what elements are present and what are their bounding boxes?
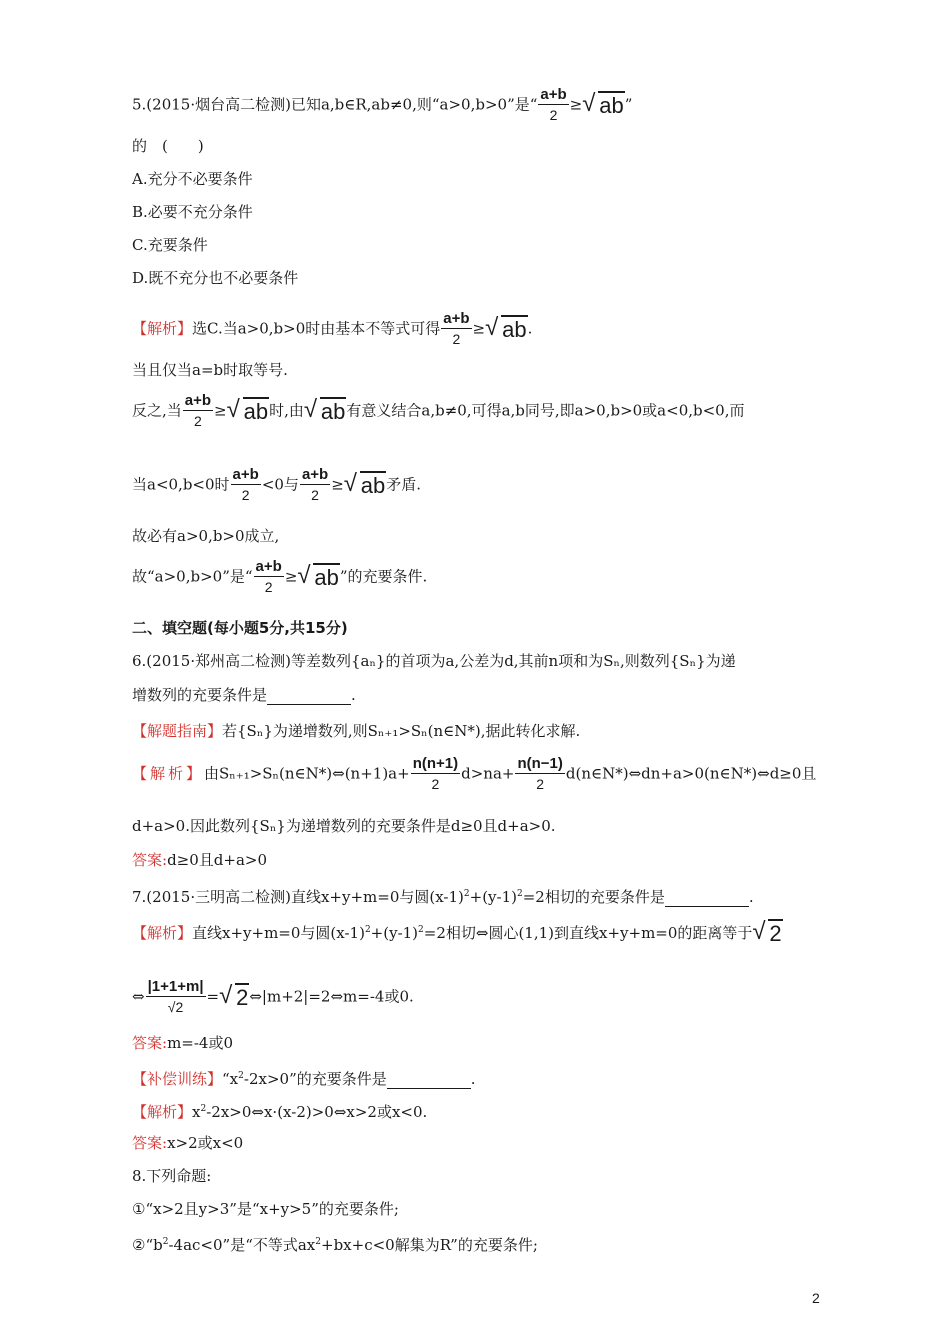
answer-blank xyxy=(387,1072,471,1089)
q6-stem-line1: 6.(2015·郑州高二检测)等差数列{aₙ}的首项为a,公差为d,其前n项和为Sₙ,则数列{Sₙ}为递 xyxy=(132,652,736,670)
answer-blank xyxy=(665,890,749,907)
fraction-a-plus-b-over-2: $\frac{a+b}{2}$ xyxy=(443,310,470,347)
sqrt-ab: √ ab xyxy=(303,395,346,424)
q7-analysis-line1: 【解析】直线x+y+m=0与圆$(x-1)^2+(y-1)^2=2$相切⇔圆心(1,1)到直线x+y+m=0的距离等于 √ 2 xyxy=(132,918,782,946)
analysis-tag: 【解析】 xyxy=(132,319,193,338)
q5-analysis-line1: 【解析】选C.当a>0,b>0时由基本不等式可得 $\frac{a+b}{2}$ ≥ √ ab. xyxy=(132,310,533,347)
answer-blank xyxy=(267,688,351,705)
q7-answer: 答案:m=-4或0 xyxy=(132,1034,234,1052)
supp-answer: 答案:x>2或x<0 xyxy=(132,1134,244,1152)
sqrt-ab: √ ab xyxy=(582,89,624,118)
fraction-a-plus-b-over-2: $\frac{a+b}{2}$ xyxy=(301,466,329,503)
sqrt-2: √ 2 xyxy=(752,918,782,946)
sqrt-ab: √ ab xyxy=(343,469,386,498)
fraction-a-plus-b-over-2: $\frac{a+b}{2}$ xyxy=(184,392,212,429)
q8-item1: ①“x>2且y>3”是“x+y>5”的充要条件; xyxy=(132,1200,399,1218)
sqrt-ab: √ ab xyxy=(226,395,269,424)
fraction-a-plus-b-over-2: $\frac{a+b}{2}$ xyxy=(232,466,259,503)
q5-option-b: B.必要不充分条件 xyxy=(132,203,253,221)
supplementary-tag: 【补偿训练】 xyxy=(132,1070,223,1088)
fraction-distance: $\frac{|1+1+m|}{√2}$ xyxy=(147,978,204,1015)
answer-tag: 答案: xyxy=(132,1134,168,1152)
q8-item2: $②“b^2-4ac<0$”是“不等式$ax^2+bx+c<0$解集为R”的充要条件; xyxy=(132,1236,538,1254)
q5-stem-line2: 的 ( ) xyxy=(132,137,204,155)
q7-analysis-line2: ⇔ $\frac{|1+1+m|}{√2}$ = √ 2⇔|m+2|=2⇔m=-4或0. xyxy=(132,978,414,1015)
q5-option-c: C.充要条件 xyxy=(132,236,208,254)
fraction-n-n-plus-1-over-2: $\frac{n(n+1)}{2}$ xyxy=(412,755,459,792)
guide-tag: 【解题指南】 xyxy=(132,722,223,740)
q7-stem: 7.(2015·三明高二检测)直线x+y+m=0与圆$(x-1)^2+(y-1)^2=2$相切的充要条件是 . xyxy=(132,888,754,906)
q6-analysis-line1: 【解析】由Sₙ₊₁>Sₙ(n∈N*)⇔(n+1)a+ $\frac{n(n+1)}{2}$ d>na+ $\frac{n(n-1)}{2}$ d(n∈N*)⇔dn+a>0(n∈N*)⇔d≥0且 xyxy=(132,755,817,792)
q5-stem: 5.(2015·烟台高二检测)已知a,b∈R,ab≠0,则“a>0,b>0”是“ $\frac{a+b}{2}$ ≥ √ ab” xyxy=(132,86,633,123)
q6-guide: 【解题指南】若{Sₙ}为递增数列,则Sₙ₊₁>Sₙ(n∈N*),据此转化求解. xyxy=(132,722,581,740)
fraction-a-plus-b-over-2: $\frac{a+b}{2}$ xyxy=(540,86,567,123)
sqrt-ab: √ ab xyxy=(485,313,527,342)
q5-analysis-line2: 当且仅当a=b时取等号. xyxy=(132,361,288,379)
sqrt-ab: √ ab xyxy=(297,561,339,590)
sqrt-2: √ 2 xyxy=(219,981,249,1010)
q6-answer: 答案:d≥0且d+a>0 xyxy=(132,851,268,869)
section-title: 二、填空题(每小题5分,共15分) xyxy=(132,619,348,637)
q6-stem-line2: 增数列的充要条件是 . xyxy=(132,686,356,704)
q5-analysis-line6: 故“a>0,b>0”是“ $\frac{a+b}{2}$ ≥ √ ab”的充要条件. xyxy=(132,558,428,595)
analysis-tag: 【解析】 xyxy=(132,1103,193,1121)
fraction-a-plus-b-over-2: $\frac{a+b}{2}$ xyxy=(255,558,282,595)
answer-tag: 答案: xyxy=(132,1034,168,1052)
analysis-tag: 【解析】 xyxy=(132,764,205,783)
fraction-n-n-minus-1-over-2: $\frac{n(n-1)}{2}$ xyxy=(517,755,563,792)
q5-analysis-line5: 故必有a>0,b>0成立, xyxy=(132,527,280,545)
q5-option-a: A.充分不必要条件 xyxy=(132,170,253,188)
q8-stem: 8.下列命题: xyxy=(132,1167,212,1185)
page-number: 2 xyxy=(812,1290,820,1306)
q5-analysis-line3: 反之,当 $\frac{a+b}{2}$ ≥ √ ab时,由 √ ab有意义结合a,b≠0,可得a,b同号,即a>0,b>0或a<0,b<0,而 xyxy=(132,392,745,429)
supp-analysis: 【解析】$x^2-2x>0\Leftrightarrow x\cdot(x-2)>0\Leftrightarrow x>2$或x<0. xyxy=(132,1103,428,1121)
q6-analysis-line2: d+a>0.因此数列{Sₙ}为递增数列的充要条件是d≥0且d+a>0. xyxy=(132,817,556,835)
supp-stem: 【补偿训练】“$x^2-2x>0$”的充要条件是 . xyxy=(132,1070,476,1088)
q5-analysis-line4: 当a<0,b<0时 $\frac{a+b}{2}$ <0与 $\frac{a+b}{2}$ ≥ √ ab矛盾. xyxy=(132,466,422,503)
analysis-tag: 【解析】 xyxy=(132,924,193,942)
q5-option-d: D.既不充分也不必要条件 xyxy=(132,269,299,287)
answer-tag: 答案: xyxy=(132,851,168,869)
